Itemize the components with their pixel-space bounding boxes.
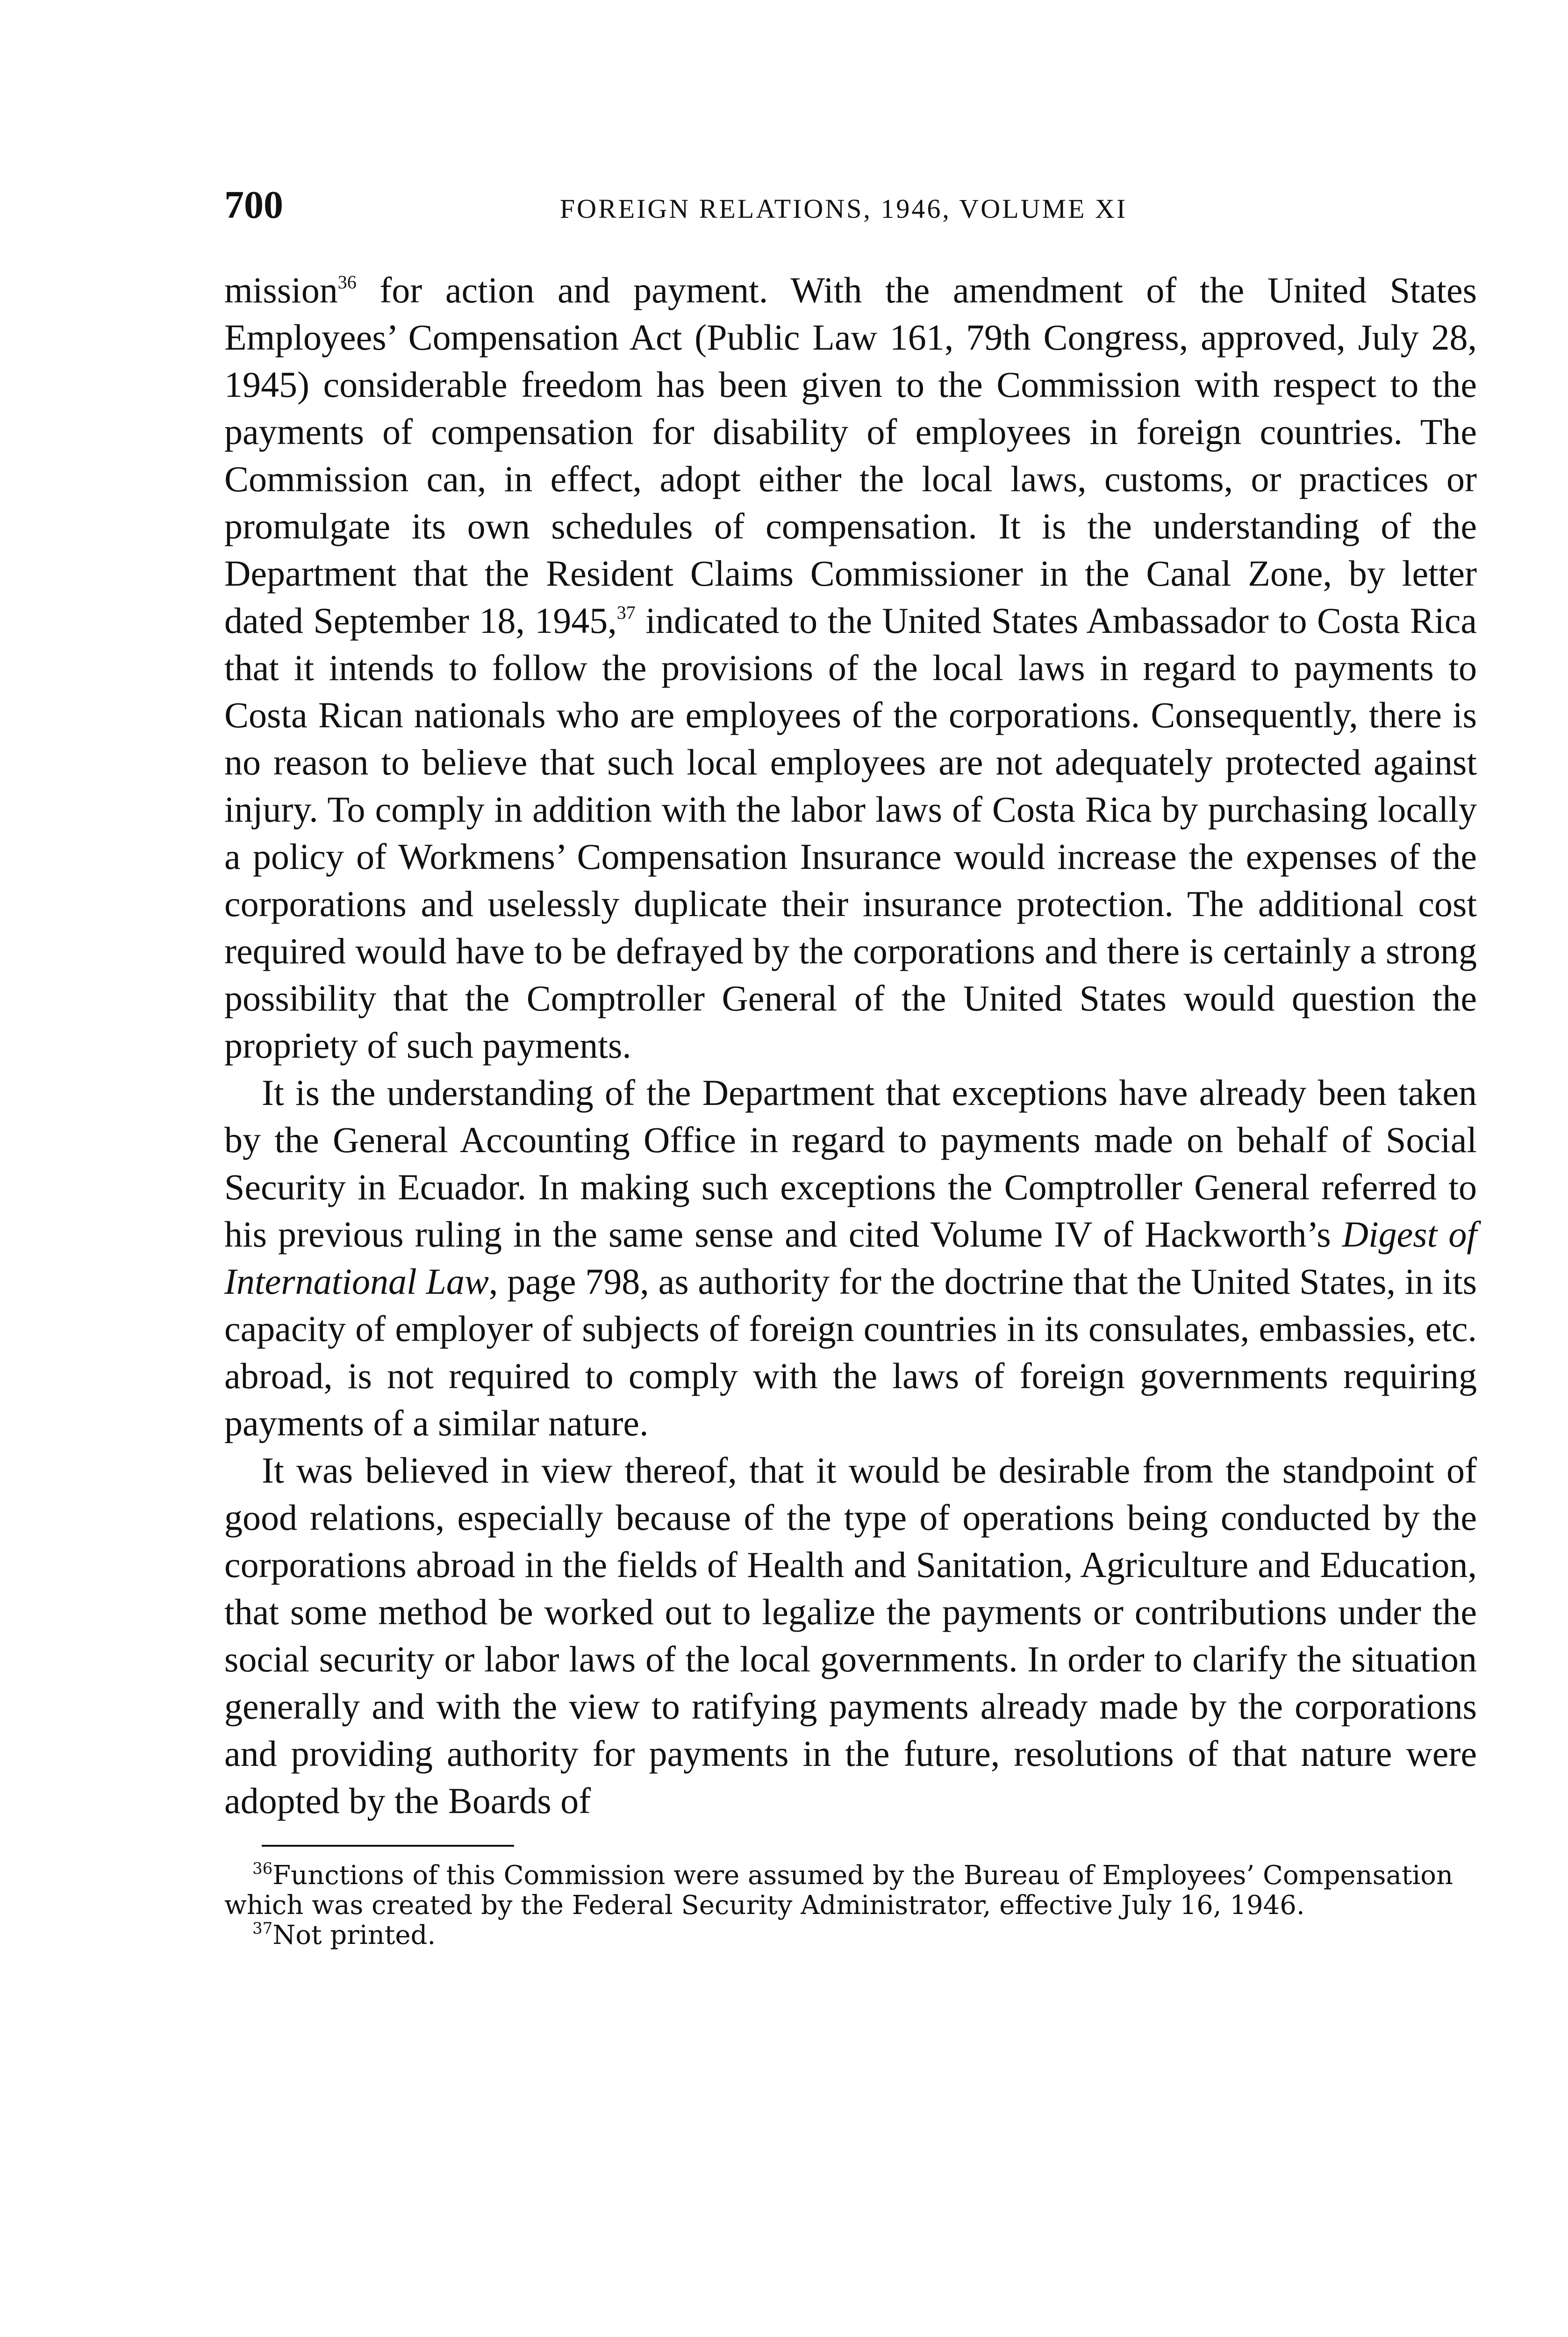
paragraph-2-part-b: , page 798, as authority for the doctrine that the United States, in its capacity of employer of subjects of foreign countries in its consulates, embassies, etc. abroad, is not required to comply with the laws of foreign governments requiring payments of a similar nature.	[224, 1261, 1477, 1443]
footnote-marker: 36	[252, 1859, 273, 1878]
paragraph-1	[224, 266, 1477, 1069]
footnote-divider	[262, 1845, 514, 1847]
footnote-ref-37: 37	[616, 602, 636, 623]
paragraph-1-part-b: for action and payment. With the amendment of the United States Employees’ Compensation Act (Public Law 161, 79th Congress, approved, July 28, 1945) considerable freedom has been given to the Commission with respect to the payments of compensation for disability of employees in foreign countries. The Commission can, in effect, adopt either the local laws, customs, or practices or promulgate its own schedules of compensation. It is the understanding of the Department that the Resident Claims Commissioner in the Canal Zone, by letter dated September 18, 1945,	[224, 270, 1477, 641]
footnotes	[224, 1861, 1477, 1950]
book-title: Digest of International Law	[224, 1214, 1477, 1302]
paragraph-1-part-c: indicated to the United States Ambassador to Costa Rica that it intends to follow the provisions of the local laws in regard to payments to Costa Rican nationals who are employees of the corporations. Consequently, there is no reason to believe that such local employees are not adequately protected against injury. To comply in addition with the labor laws of Costa Rica by purchasing locally a policy of Workmens’ Compensation Insurance would increase the expenses of the corporations and uselessly duplicate their insurance protection. The additional cost required would have to be defrayed by the corporations and there is certainly a strong possibility that the Comptroller General of the United States would question the propriety of such payments.	[224, 600, 1477, 1066]
body-text	[224, 266, 1477, 1824]
document-page	[224, 182, 1477, 1950]
footnote-37	[224, 1921, 1477, 1950]
footnote-marker: 37	[252, 1919, 273, 1938]
paragraph-3: It was believed in view thereof, that it would be desirable from the standpoint of good relations, especially because of the type of operations being conducted by the corporations abroad in the fields of Health and Sanitation, Agriculture and Education, that some method be worked out to legalize the payments or contributions under the social security or labor laws of the local governments. In order to clarify the situation generally and with the view to ratifying payments already made by the corporations and providing authority for payments in the future, resolutions of that nature were adopted by the Boards of	[224, 1450, 1477, 1821]
page-number: 700	[224, 183, 283, 227]
footnote-text: Not printed.	[272, 1920, 436, 1950]
footnote-text: Functions of this Commission were assumed by the Bureau of Employees’ Compensation which was created by the Federal Security Administrator, effective July 16, 1946.	[224, 1860, 1453, 1921]
footnote-ref-36: 36	[337, 272, 357, 293]
paragraph-1-part-a: mission	[224, 270, 338, 310]
footnote-36	[224, 1861, 1477, 1921]
running-header	[224, 182, 1477, 234]
paragraph-2	[224, 1069, 1477, 1447]
running-title: FOREIGN RELATIONS, 1946, VOLUME XI	[559, 194, 1128, 224]
paragraph-2-part-a: It is the understanding of the Department that exceptions have already been taken by the General Accounting Office in regard to payments made on behalf of Social Security in Ecuador. In making such exceptions the Comptroller General referred to his previous ruling in the same sense and cited Volume IV of Hackworth’s	[224, 1072, 1477, 1255]
